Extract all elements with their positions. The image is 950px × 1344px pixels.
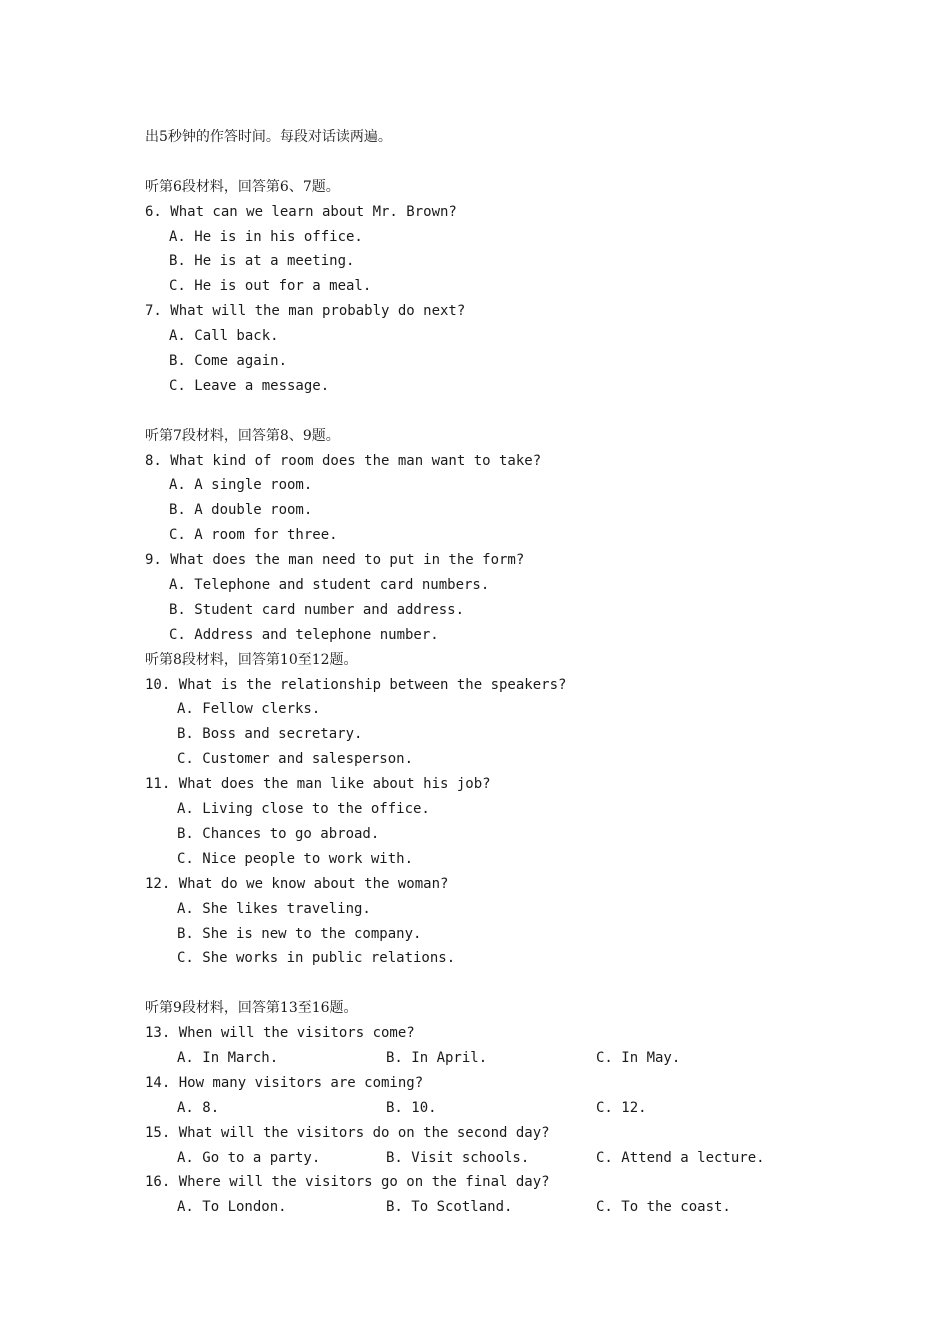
spacer [145,971,905,996]
question-stem: 12. What do we know about the woman? [145,875,449,892]
answer-option[interactable]: A. Call back. [169,328,279,345]
answer-option[interactable]: C. Nice people to work with. [177,850,414,867]
answer-option[interactable]: B. In April. [386,1049,488,1066]
options-row [145,1046,905,1071]
section-header: 听第6段材料，回答第6、7题。 [145,178,340,195]
answer-option[interactable]: C. She works in public relations. [177,950,456,967]
question-stem: 9. What does the man need to put in the form? [145,552,525,569]
question-stem: 7. What will the man probably do next? [145,303,466,320]
options-row [145,1195,905,1220]
intro-line: 出5秒钟的作答时间。每段对话读两遍。 [145,129,392,145]
spacer [145,399,905,424]
answer-option[interactable]: C. He is out for a meal. [169,278,372,295]
answer-option[interactable]: C. Customer and salesperson. [177,751,414,768]
section-header: 听第8段材料，回答第10至12题。 [145,651,358,668]
answer-option[interactable]: A. Fellow clerks. [177,701,321,718]
exam-page [145,125,905,1220]
answer-option[interactable]: C. To the coast. [596,1199,731,1216]
section-header: 听第7段材料，回答第8、9题。 [145,427,340,444]
answer-option[interactable]: A. 8. [177,1099,220,1116]
answer-option[interactable]: A. She likes traveling. [177,900,371,917]
options-row [145,1146,905,1171]
answer-option[interactable]: B. A double room. [169,502,313,519]
question-stem: 11. What does the man like about his job? [145,776,491,793]
answer-option[interactable]: A. Go to a party. [177,1149,321,1166]
answer-option[interactable]: C. Address and telephone number. [169,626,439,643]
answer-option[interactable]: B. Visit schools. [386,1149,530,1166]
question-stem: 15. What will the visitors do on the second day? [145,1124,550,1141]
answer-option[interactable]: B. Student card number and address. [169,601,465,618]
answer-option[interactable]: A. To London. [177,1199,287,1216]
question-stem: 8. What kind of room does the man want to take? [145,452,542,469]
answer-option[interactable]: A. He is in his office. [169,228,363,245]
question-stem: 6. What can we learn about Mr. Brown? [145,203,457,220]
question-stem: 14. How many visitors are coming? [145,1074,424,1091]
answer-option[interactable]: B. She is new to the company. [177,925,422,942]
section-header: 听第9段材料，回答第13至16题。 [145,1000,358,1017]
spacer [145,150,905,175]
answer-option[interactable]: A. In March. [177,1049,279,1066]
answer-option[interactable]: B. Chances to go abroad. [177,825,380,842]
answer-option[interactable]: A. A single room. [169,477,313,494]
question-stem: 16. Where will the visitors go on the final day? [145,1174,550,1191]
answer-option[interactable]: C. Leave a message. [169,377,330,394]
answer-option[interactable]: B. To Scotland. [386,1199,513,1216]
answer-option[interactable]: C. Attend a lecture. [596,1149,765,1166]
answer-option[interactable]: C. A room for three. [169,527,338,544]
answer-option[interactable]: A. Telephone and student card numbers. [169,577,490,594]
question-stem: 10. What is the relationship between the speakers? [145,676,567,693]
question-stem: 13. When will the visitors come? [145,1025,415,1042]
answer-option[interactable]: B. He is at a meeting. [169,253,355,270]
answer-option[interactable]: C. In May. [596,1049,681,1066]
answer-option[interactable]: B. 10. [386,1099,437,1116]
answer-option[interactable]: A. Living close to the office. [177,801,430,818]
answer-option[interactable]: C. 12. [596,1099,647,1116]
options-row [145,1096,905,1121]
answer-option[interactable]: B. Boss and secretary. [177,726,363,743]
answer-option[interactable]: B. Come again. [169,353,288,370]
